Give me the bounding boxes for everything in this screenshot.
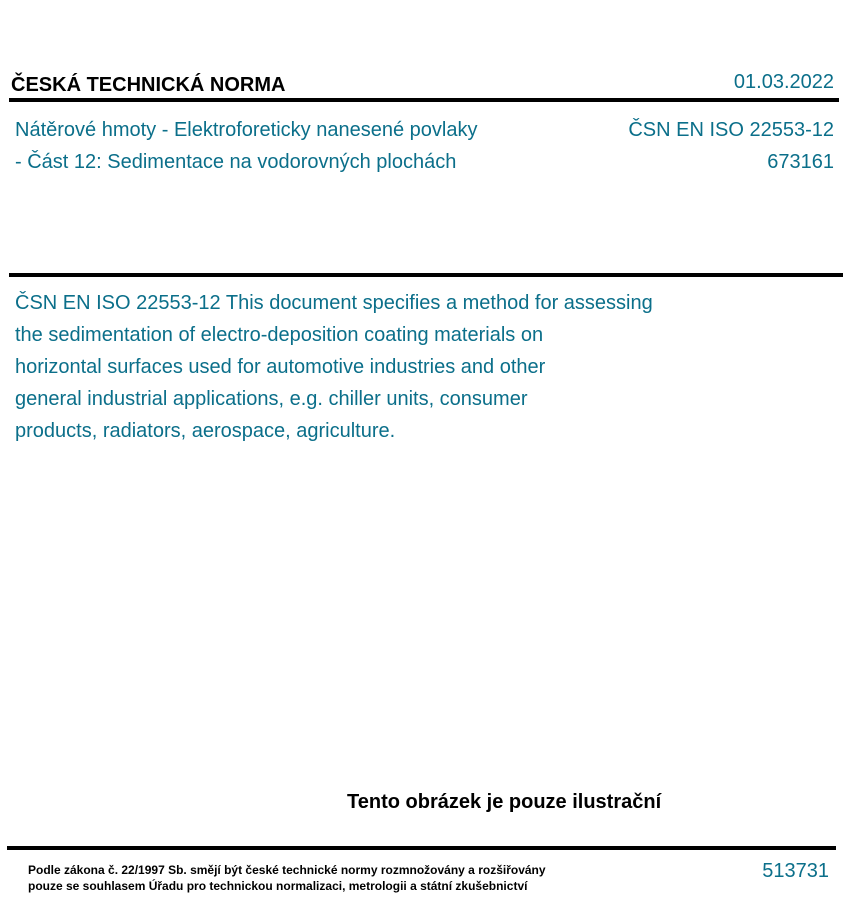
- header-divider: [9, 98, 839, 102]
- legal-notice: [28, 862, 546, 894]
- legal-notice-line: Podle zákona č. 22/1997 Sb. smějí být české technické normy rozmnožovány a rozšiřovány: [28, 863, 546, 877]
- abstract-line: products, radiators, aerospace, agriculture.: [15, 420, 396, 442]
- abstract-line: the sedimentation of electro-deposition coating materials on: [15, 324, 544, 346]
- standard-title: [15, 114, 555, 178]
- footer-divider: [7, 846, 836, 850]
- abstract-line: ČSN EN ISO 22553-12 This document specifies a method for assessing: [15, 292, 653, 314]
- standard-title-line: Nátěrové hmoty - Elektroforeticky nanesené povlaky: [15, 119, 478, 141]
- abstract-text: [15, 287, 715, 447]
- publication-date: 01.03.2022: [733, 71, 834, 93]
- section-divider: [9, 273, 843, 277]
- illustration-notice: Tento obrázek je pouze ilustrační: [347, 791, 662, 813]
- legal-notice-line: pouze se souhlasem Úřadu pro technickou normalizaci, metrologii a státní zkušebnictví: [28, 879, 528, 893]
- standard-code: ČSN EN ISO 22553-12: [628, 119, 834, 141]
- classification-number: 673161: [767, 151, 834, 173]
- abstract-line: general industrial applications, e.g. chiller units, consumer: [15, 388, 528, 410]
- catalog-number: 513731: [762, 860, 829, 882]
- abstract-line: horizontal surfaces used for automotive industries and other: [15, 356, 546, 378]
- standard-identifiers: [628, 114, 834, 178]
- standard-title-line: - Část 12: Sedimentace na vodorovných plochách: [15, 151, 457, 173]
- document-heading: ČESKÁ TECHNICKÁ NORMA: [11, 74, 286, 96]
